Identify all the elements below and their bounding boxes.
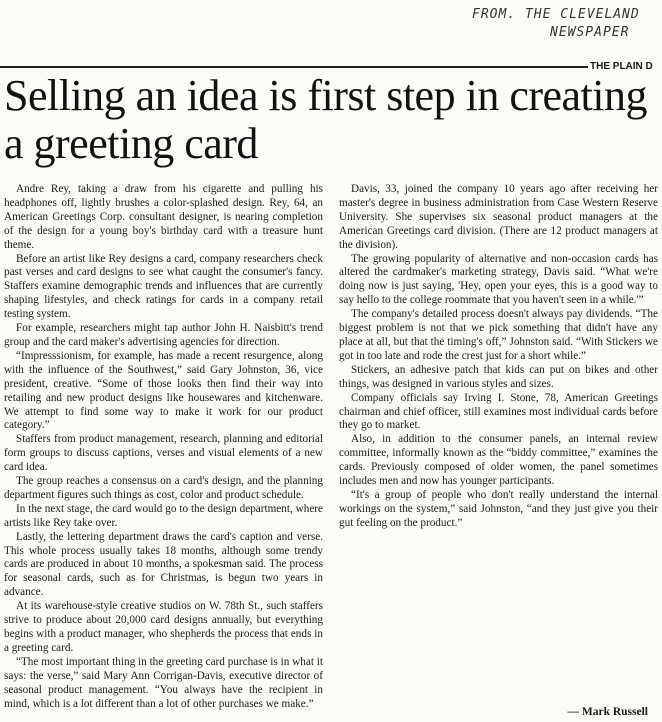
paragraph: Lastly, the lettering department draws the card's caption and verse. This whole process usually takes 18 months, although some trendy cards are produced in about 10 months, a spokesman said. The process for seasonal cards, such as for Christmas, is begun two years in advance.: [4, 530, 323, 599]
paragraph: Staffers from product management, research, planning and editorial form groups to discuss captions, verses and visual elements of a new card idea.: [4, 433, 323, 474]
paragraph: “Impresssionism, for example, has made a recent resurgence, along with the influence of the Southwest,” said Gary Johnston, 36, vice president, creative. “Some of those looks then find their way into retailing and new product designs like housewares and kitchenware. We attempt to find some way to make it work for our product category.”: [4, 349, 323, 432]
paragraph: “It's a group of people who don't really understand the internal workings on the system,” said Johnston, “and they just give you their gut feeling on the product.”: [339, 488, 658, 529]
headline: Selling an idea is first step in creating a greeting card: [4, 71, 648, 168]
paragraph: Before an artist like Rey designs a card, company researchers check past verses and card designs to see what caught the consumer's fancy. Staffers examine demographic trends and influences that are currently shaping lifestyles, and check ratings for cards in a company retail testing system.: [4, 252, 323, 321]
paragraph: Davis, 33, joined the company 10 years ago after receiving her master's degree in business administration from Case Western Reserve University. She supervises six seasonal product managers at the American Greetings card division. (There are 12 product managers at the division).: [339, 183, 658, 251]
paragraph: The company's detailed process doesn't always pay dividends. “The biggest problem is not that we pick something that didn't have any place at all, but that the timing's off,” Johnston said. “With Stickers we got in too late and rode the crest just for a short while.”: [339, 308, 658, 362]
note-line-1: FROM. THE CLEVELAND: [472, 7, 640, 22]
paragraph: Stickers, an adhesive patch that kids can put on bikes and other things, was designed in various styles and sizes.: [339, 363, 658, 390]
note-line-2: NEWSPAPER: [550, 25, 630, 40]
paragraph: For example, researchers might tap author John H. Naisbitt's trend group and the card maker's advertising agencies for direction.: [4, 322, 323, 348]
paragraph: “The most important thing in the greeting card purchase is in what it says: the verse,” said Mary Ann Corrigan-Davis, executive director of seasonal product management. “You always have the recipient in mind, which is a lot different than a lot of other purchases we make.”: [4, 655, 323, 710]
paragraph: Also, in addition to the consumer panels, an internal review committee, informally known as the “biddy committee,” examines the cards. Previously composed of older women, the panel sometimes includes men and now has younger participants.: [339, 433, 658, 488]
article-body: [4, 183, 658, 713]
paragraph: The group reaches a consensus on a card's design, and the planning department figures such things as cost, color and product schedule.: [4, 475, 323, 501]
paragraph: Company officials say Irving I. Stone, 78, American Greetings chairman and chief officer, still examines most individual cards before they go to market.: [339, 391, 658, 432]
byline: — Mark Russell: [567, 706, 648, 718]
newspaper-name: THE PLAIN D: [590, 61, 653, 72]
paragraph: In the next stage, the card would go to the design department, where artists like Rey take over.: [4, 502, 323, 529]
masthead-rule: [0, 66, 588, 68]
paragraph: The growing popularity of alternative and non-occasion cards has altered the cardmaker's marketing strategy, Davis said. “What we're doing now is just saying, 'Hey, open your eyes, this is a good way to say hello to the college roommate that you haven't seen in a while.'”: [339, 252, 658, 307]
paragraph: Andre Rey, taking a draw from his cigarette and pulling his headphones off, lightly brushes a color-splashed design. Rey, 64, an American Greetings Corp. consultant designer, is nearing completion of the design for a young boy's birthday card with a treasure hunt theme.: [4, 183, 323, 251]
paragraph: At its warehouse-style creative studios on W. 78th St., such staffers strive to produce about 20,000 card designs annually, but everything begins with a product manager, who shepherds the process that ends in a greeting card.: [4, 600, 323, 654]
